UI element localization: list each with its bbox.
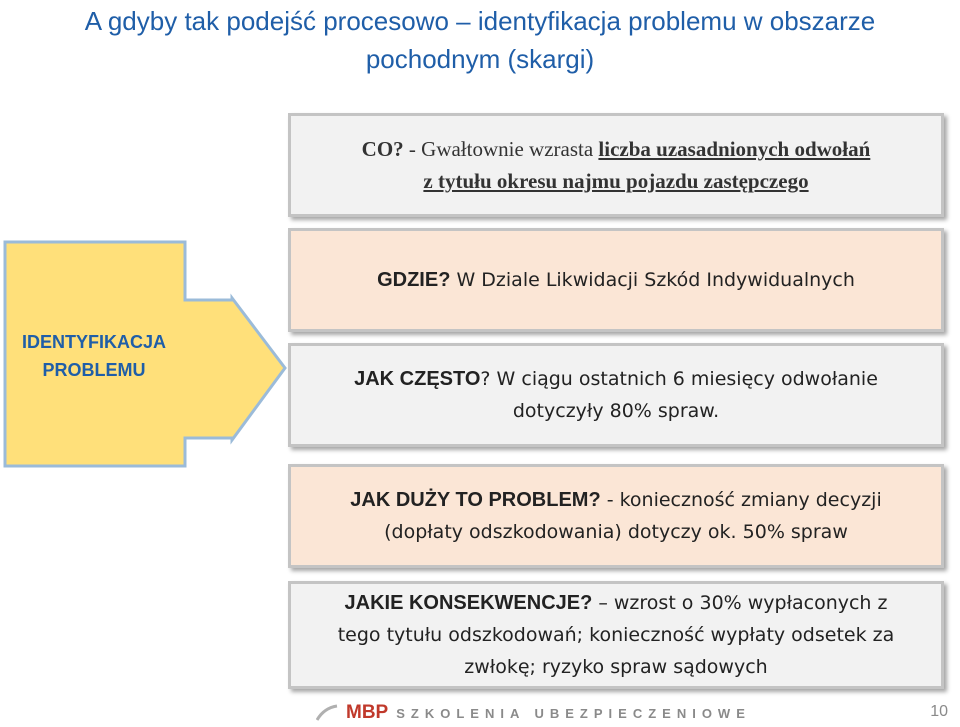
box-gdzie [288,228,944,332]
arrow-label-line-2: PROBLEMU [42,360,146,380]
arrow-label-line-1: IDENTYFIKACJA [21,332,166,352]
jak-czesto-label: JAK CZĘSTO [354,368,481,390]
konsekwencje-label: JAKIE KONSEKWENCJE? [344,592,593,614]
jak-duzy-text-1: - konieczność zmiany decyzji [600,489,882,511]
co-bold-1: liczba uzasadnionych odwołań [598,137,871,161]
co-bold-2: z tytułu okresu najmu pojazdu zastępczego [423,169,809,193]
page-number: 10 [930,703,948,720]
arrow-label [4,328,184,384]
page-title [0,2,960,78]
jak-czesto-text-1: ? W ciągu ostatnich 6 miesięcy odwołanie [480,368,878,390]
title-line-2: pochodnym (skargi) [365,44,595,74]
konsekwencje-text-3: zwłokę; ryzyko spraw sądowych [464,656,768,678]
jak-duzy-label: JAK DUŻY TO PROBLEM? [350,489,601,511]
konsekwencje-text-1: – wzrost o 30% wypłaconych z [592,592,888,614]
footer [316,702,751,724]
gdzie-label: GDZIE? [377,269,451,291]
co-text: - Gwałtownie wzrasta [403,137,599,161]
box-jak-czesto [288,343,944,447]
swoosh-icon [316,704,338,722]
footer-logo: MBP [346,702,389,723]
gdzie-text: W Dziale Likwidacji Szkód Indywidualnych [450,269,855,291]
box-jak-duzy [288,464,944,568]
box-konsekwencje [288,581,944,689]
box-co [288,113,944,217]
konsekwencje-text-2: tego tytułu odszkodowań; konieczność wypłaty odsetek za [337,624,895,646]
jak-duzy-text-2: (dopłaty odszkodowania) dotyczy ok. 50% spraw [384,521,848,543]
jak-czesto-text-2: dotyczyły 80% spraw. [512,400,720,422]
co-label: CO? [361,137,404,161]
footer-text: SZKOLENIA UBEZPIECZENIOWE [396,705,751,721]
title-line-1: A gdyby tak podejść procesowo – identyfikacja problemu w obszarze [84,6,876,36]
